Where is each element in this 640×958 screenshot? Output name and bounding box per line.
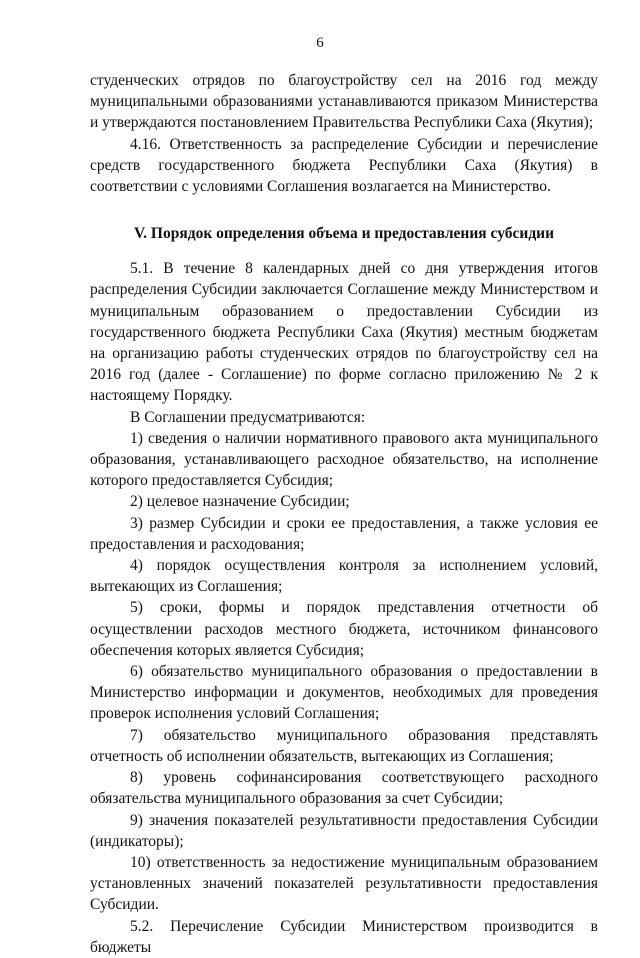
section-heading: V. Порядок определения объема и предоставления субсидии	[133, 225, 555, 243]
list-item-8: 8) уровень софинансирования соответствующего расходного обязательства муниципального образования за счет Субсидии;	[90, 769, 598, 808]
page-number: 6	[316, 35, 324, 51]
paragraph-4-16: 4.16. Ответственность за распределение Субсидии и перечисление средств государственного бюджета Республики Саха (Якутия) в соответствии с условиями Соглашения возлагается на Министерство.	[90, 135, 598, 196]
document-body	[90, 70, 598, 958]
list-item-4: 4) порядок осуществления контроля за исполнением условий, вытекающих из Соглашения;	[90, 557, 598, 596]
list-item-10: 10) ответственность за недостижение муниципальным образованием установленных значений показателей результативности предоставления Субсидии.	[90, 853, 598, 914]
paragraph-continuation: студенческих отрядов по благоустройству сел на 2016 год между муниципальными образованиями устанавливаются приказом Министерства и утверждаются постановлением Правительства Республики Саха (Якутия);	[90, 72, 598, 132]
paragraph-5-2: 5.2. Перечисление Субсидии Министерством производится в бюджеты	[90, 917, 598, 956]
list-item-9: 9) значения показателей результативности предоставления Субсидии (индикаторы);	[90, 811, 598, 850]
list-item-6: 6) обязательство муниципального образования о предоставлении в Министерство информации и документов, необходимых для проведения проверок исполнения условий Соглашения;	[90, 663, 598, 723]
list-item-3: 3) размер Субсидии и сроки ее предоставления, а также условия ее предоставления и расходования;	[90, 514, 598, 553]
list-item-5: 5) сроки, формы и порядок представления отчетности об осуществлении расходов местного бюджета, источником финансового обеспечения которых является Субсидия;	[90, 599, 598, 659]
paragraph-5-1: 5.1. В течение 8 календарных дней со дня утверждения итогов распределения Субсидии заключается Соглашение между Министерством и муниципальным образованием о предоставлении Субсидии из государственного бюджета Республики Саха (Якутия) местным бюджетам на организацию работы студенческих отрядов по благоустройству сел на 2016 год (далее - Соглашение) по форме согласно приложению № 2 к настоящему Порядку.	[90, 260, 598, 405]
list-item-2: 2) целевое назначение Субсидии;	[130, 493, 350, 511]
list-item-1: 1) сведения о наличии нормативного правового акта муниципального образования, устанавливающего расходное обязательство, на исполнение которого предоставляется Субсидия;	[90, 429, 598, 490]
paragraph-agreement-intro: В Соглашении предусматриваются:	[130, 408, 366, 426]
list-item-7: 7) обязательство муниципального образования представлять отчетность об исполнении обязательств, вытекающих из Соглашения;	[90, 726, 598, 765]
